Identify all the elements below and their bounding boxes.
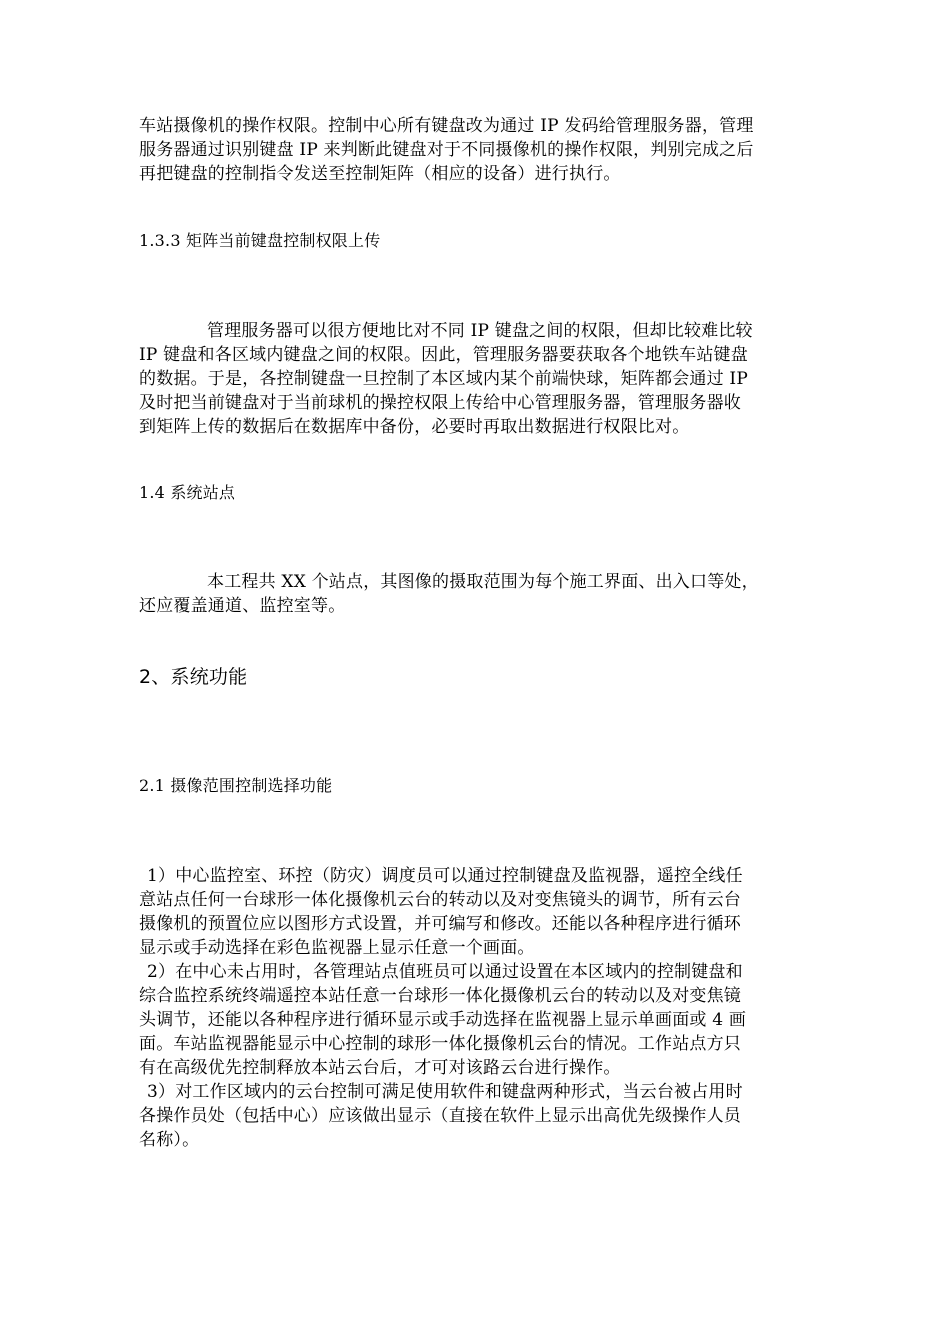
list-2-1-line-3: 摄像机的预置位应以图形方式设置，并可编写和修改。还能以各种程序进行循环: [139, 914, 741, 934]
list-2-1-line-12: 名称）。: [139, 1130, 200, 1150]
list-2-1-line-2: 意站点任何一台球形一体化摄像机云台的转动以及对变焦镜头的调节，所有云台: [139, 890, 741, 910]
list-2-1-line-9: 有在高级优先控制释放本站云台后，才可对该路云台进行操作。: [139, 1058, 621, 1078]
list-2-1-line-6: 综合监控系统终端遥控本站任意一台球形一体化摄像机云台的转动以及对变焦镜: [139, 986, 741, 1006]
section-heading-2: 2、系统功能: [139, 666, 248, 688]
intro-paragraph-line-1: 车站摄像机的操作权限。控制中心所有键盘改为通过 IP 发码给管理服务器，管理: [139, 116, 754, 136]
paragraph-1-3-3-line-2: IP 键盘和各区域内键盘之间的权限。因此，管理服务器要获取各个地铁车站键盘: [139, 345, 748, 365]
intro-paragraph-line-3: 再把键盘的控制指令发送至控制矩阵（相应的设备）进行执行。: [139, 164, 621, 184]
section-heading-2-1: 2.1 摄像范围控制选择功能: [139, 776, 333, 795]
list-2-1-line-8: 面。车站监视器能显示中心控制的球形一体化摄像机云台的情况。工作站点方只: [139, 1034, 741, 1054]
list-2-1-line-5: 2）在中心未占用时，各管理站点值班员可以通过设置在本区域内的控制键盘和: [147, 962, 743, 982]
paragraph-1-3-3-line-3: 的数据。于是，各控制键盘一旦控制了本区域内某个前端快球，矩阵都会通过 IP: [139, 369, 748, 389]
list-2-1-line-4: 显示或手动选择在彩色监视器上显示任意一个画面。: [139, 938, 535, 958]
list-2-1-line-7: 头调节，还能以各种程序进行循环显示或手动选择在监视器上显示单画面或 4 画: [139, 1010, 747, 1030]
list-2-1-line-1: 1）中心监控室、环控（防灾）调度员可以通过控制键盘及监视器，遥控全线任: [147, 866, 743, 886]
intro-paragraph-line-2: 服务器通过识别键盘 IP 来判断此键盘对于不同摄像机的操作权限，判别完成之后: [139, 140, 754, 160]
list-2-1-line-10: 3）对工作区域内的云台控制可满足使用软件和键盘两种形式，当云台被占用时: [147, 1082, 743, 1102]
paragraph-1-3-3-line-4: 及时把当前键盘对于当前球机的操控权限上传给中心管理服务器，管理服务器收: [139, 393, 741, 413]
paragraph-1-4-line-2: 还应覆盖通道、监控室等。: [139, 596, 346, 616]
section-heading-1-3-3: 1.3.3 矩阵当前键盘控制权限上传: [139, 231, 381, 250]
section-heading-1-4: 1.4 系统站点: [139, 483, 236, 502]
list-2-1-line-11: 各操作员处（包括中心）应该做出显示（直接在软件上显示出高优先级操作人员: [139, 1106, 741, 1126]
paragraph-1-3-3-line-1: 管理服务器可以很方便地比对不同 IP 键盘之间的权限，但却比较难比较: [207, 321, 753, 341]
paragraph-1-4-line-1: 本工程共 XX 个站点，其图像的摄取范围为每个施工界面、出入口等处，: [207, 572, 759, 592]
paragraph-1-3-3-line-5: 到矩阵上传的数据后在数据库中备份，必要时再取出数据进行权限比对。: [139, 417, 690, 437]
